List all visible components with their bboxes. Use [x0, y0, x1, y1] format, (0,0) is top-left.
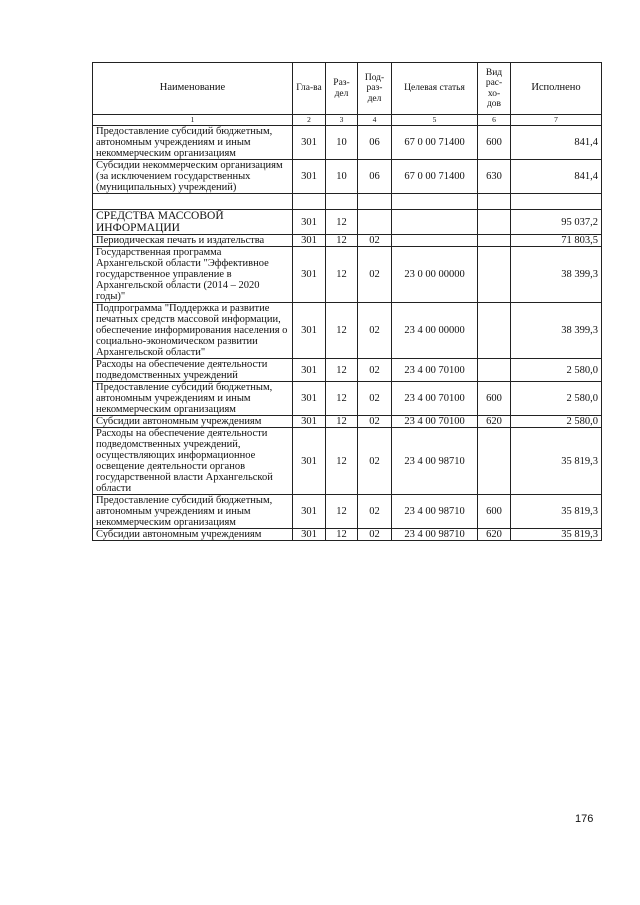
- header-row: [93, 63, 602, 115]
- row-glava: 301: [293, 416, 326, 428]
- row-vid: 630: [478, 160, 511, 194]
- row-vid: 600: [478, 495, 511, 529]
- column-number: 5: [392, 115, 478, 126]
- table-row: [93, 235, 602, 247]
- row-glava: 301: [293, 160, 326, 194]
- row-razdel: 12: [326, 382, 358, 416]
- table-body: [93, 126, 602, 541]
- row-name: СРЕДСТВА МАССОВОЙ ИНФОРМАЦИИ: [93, 210, 293, 235]
- row-podrazdel: 02: [358, 529, 392, 541]
- row-amount: 95 037,2: [511, 210, 602, 235]
- row-glava: 301: [293, 529, 326, 541]
- row-statya: 23 4 00 00000: [392, 303, 478, 359]
- table-row: [93, 247, 602, 303]
- row-vid: 600: [478, 382, 511, 416]
- row-vid: [478, 359, 511, 382]
- row-amount: 2 580,0: [511, 416, 602, 428]
- header-razdel: Раз-дел: [326, 63, 358, 115]
- row-podrazdel: 02: [358, 247, 392, 303]
- row-razdel: 12: [326, 416, 358, 428]
- row-statya: [392, 210, 478, 235]
- row-glava: 301: [293, 382, 326, 416]
- row-vid: [478, 210, 511, 235]
- header-amount: Исполнено: [511, 63, 602, 115]
- row-statya: 23 4 00 98710: [392, 495, 478, 529]
- row-podrazdel: 02: [358, 359, 392, 382]
- row-name: Подпрограмма "Поддержка и развитие печатных средств массовой информации, обеспечение информирования населения о социально-экономическом развитии Архангельской области": [93, 303, 293, 359]
- row-razdel: 12: [326, 495, 358, 529]
- row-podrazdel: 06: [358, 160, 392, 194]
- column-number: 3: [326, 115, 358, 126]
- row-statya: 23 4 00 70100: [392, 416, 478, 428]
- row-razdel: 12: [326, 428, 358, 495]
- column-number: 4: [358, 115, 392, 126]
- row-vid: 620: [478, 529, 511, 541]
- row-podrazdel: 02: [358, 495, 392, 529]
- row-podrazdel: 02: [358, 416, 392, 428]
- column-number: 6: [478, 115, 511, 126]
- row-podrazdel: 02: [358, 235, 392, 247]
- row-statya: 67 0 00 71400: [392, 126, 478, 160]
- row-name: Предоставление субсидий бюджетным, автономным учреждениям и иным некоммерческим организациям: [93, 126, 293, 160]
- row-vid: [478, 247, 511, 303]
- row-amount: 71 803,5: [511, 235, 602, 247]
- row-name: Периодическая печать и издательства: [93, 235, 293, 247]
- row-statya: 67 0 00 71400: [392, 160, 478, 194]
- row-name: Расходы на обеспечение деятельности подведомственных учреждений: [93, 359, 293, 382]
- header-vid: Вид рас-хо-дов: [478, 63, 511, 115]
- row-vid: [478, 428, 511, 495]
- row-razdel: 12: [326, 247, 358, 303]
- table-row: [93, 495, 602, 529]
- row-amount: 2 580,0: [511, 382, 602, 416]
- row-amount: 35 819,3: [511, 529, 602, 541]
- row-razdel: [326, 194, 358, 210]
- header-podrazdel: Под-раз-дел: [358, 63, 392, 115]
- row-vid: 600: [478, 126, 511, 160]
- row-glava: 301: [293, 235, 326, 247]
- row-name: Субсидии некоммерческим организациям (за исключением государственных (муниципальных) учреждений): [93, 160, 293, 194]
- table-row: [93, 160, 602, 194]
- header-statya: Целевая статья: [392, 63, 478, 115]
- row-name: Расходы на обеспечение деятельности подведомственных учреждений, осуществляющих информационное освещение деятельности органов государственной власти Архангельской области: [93, 428, 293, 495]
- row-amount: 841,4: [511, 126, 602, 160]
- table-row: [93, 428, 602, 495]
- row-vid: [478, 194, 511, 210]
- row-podrazdel: 02: [358, 428, 392, 495]
- row-razdel: 12: [326, 303, 358, 359]
- header-glava: Гла-ва: [293, 63, 326, 115]
- row-glava: 301: [293, 428, 326, 495]
- row-podrazdel: [358, 194, 392, 210]
- row-statya: 23 4 00 70100: [392, 382, 478, 416]
- row-statya: 23 0 00 00000: [392, 247, 478, 303]
- row-glava: 301: [293, 247, 326, 303]
- row-glava: 301: [293, 210, 326, 235]
- table-row: [93, 210, 602, 235]
- table-row: [93, 126, 602, 160]
- table-row: [93, 416, 602, 428]
- row-amount: [511, 194, 602, 210]
- row-glava: 301: [293, 495, 326, 529]
- row-podrazdel: [358, 210, 392, 235]
- row-razdel: 12: [326, 359, 358, 382]
- row-name: [93, 194, 293, 210]
- row-podrazdel: 06: [358, 126, 392, 160]
- table-row: [93, 303, 602, 359]
- row-razdel: 12: [326, 210, 358, 235]
- row-amount: 35 819,3: [511, 428, 602, 495]
- row-glava: [293, 194, 326, 210]
- row-statya: 23 4 00 98710: [392, 428, 478, 495]
- row-amount: 841,4: [511, 160, 602, 194]
- row-amount: 2 580,0: [511, 359, 602, 382]
- table-row: [93, 194, 602, 210]
- row-name: Предоставление субсидий бюджетным, автономным учреждениям и иным некоммерческим организациям: [93, 495, 293, 529]
- row-razdel: 12: [326, 529, 358, 541]
- table-row: [93, 529, 602, 541]
- row-vid: [478, 303, 511, 359]
- row-razdel: 10: [326, 126, 358, 160]
- row-razdel: 12: [326, 235, 358, 247]
- row-statya: [392, 235, 478, 247]
- column-number-row: [93, 115, 602, 126]
- table-row: [93, 382, 602, 416]
- column-number: 2: [293, 115, 326, 126]
- row-podrazdel: 02: [358, 382, 392, 416]
- row-vid: 620: [478, 416, 511, 428]
- row-name: Государственная программа Архангельской области "Эффективное государственное управление в Архангельской области (2014 – 2020 годы)": [93, 247, 293, 303]
- budget-execution-table: [92, 62, 602, 541]
- row-glava: 301: [293, 303, 326, 359]
- row-glava: 301: [293, 359, 326, 382]
- row-podrazdel: 02: [358, 303, 392, 359]
- column-number: 7: [511, 115, 602, 126]
- row-amount: 38 399,3: [511, 303, 602, 359]
- column-number: 1: [93, 115, 293, 126]
- row-name: Предоставление субсидий бюджетным, автономным учреждениям и иным некоммерческим организациям: [93, 382, 293, 416]
- table-row: [93, 359, 602, 382]
- row-amount: 35 819,3: [511, 495, 602, 529]
- row-razdel: 10: [326, 160, 358, 194]
- row-statya: [392, 194, 478, 210]
- row-amount: 38 399,3: [511, 247, 602, 303]
- row-statya: 23 4 00 70100: [392, 359, 478, 382]
- header-name: Наименование: [93, 63, 293, 115]
- row-glava: 301: [293, 126, 326, 160]
- page-number: 176: [575, 813, 594, 825]
- row-statya: 23 4 00 98710: [392, 529, 478, 541]
- row-vid: [478, 235, 511, 247]
- row-name: Субсидии автономным учреждениям: [93, 416, 293, 428]
- row-name: Субсидии автономным учреждениям: [93, 529, 293, 541]
